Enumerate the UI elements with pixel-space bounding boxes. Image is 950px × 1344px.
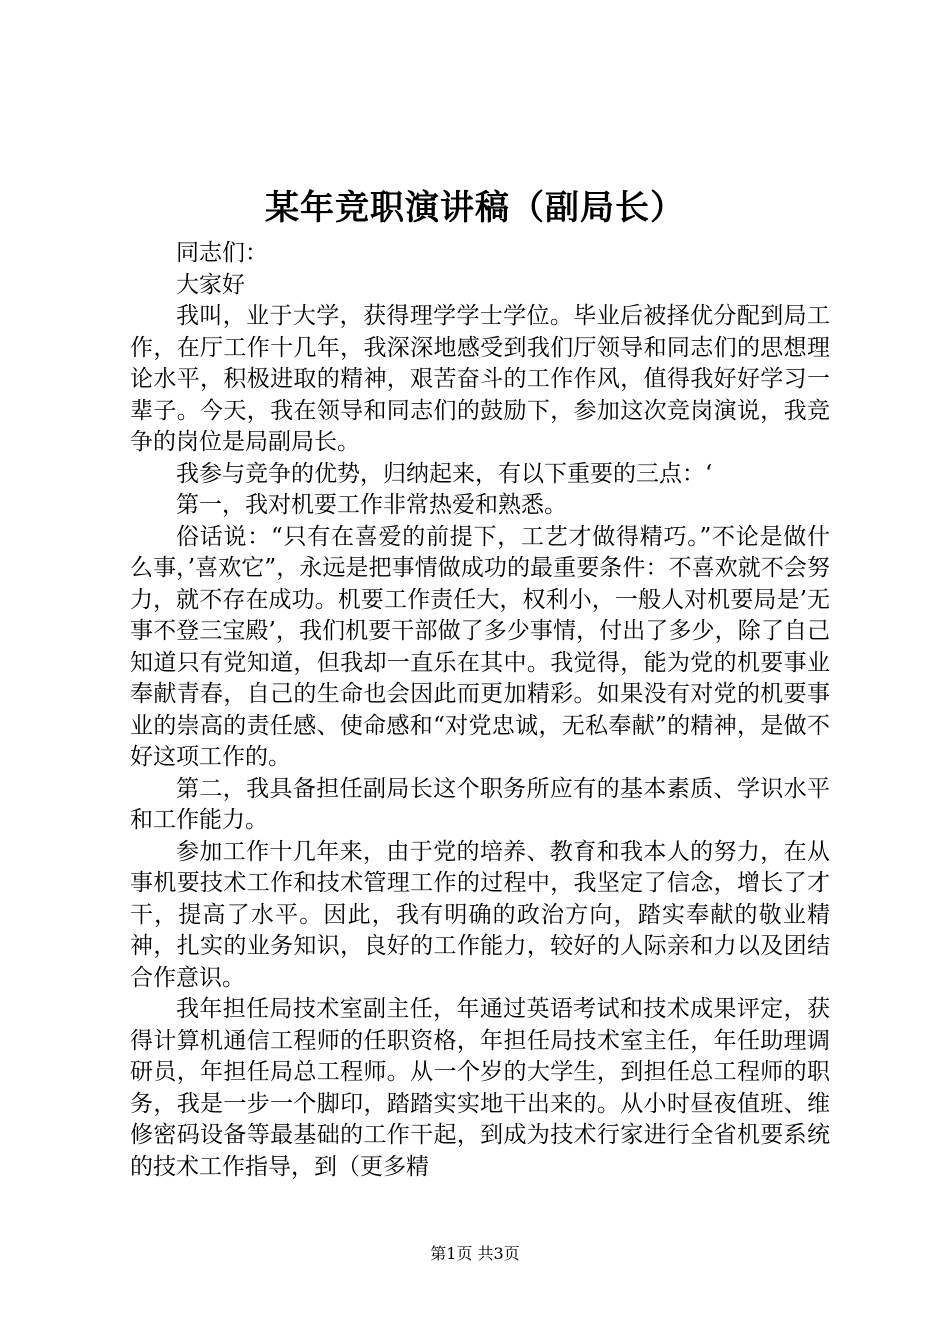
document-body — [130, 238, 830, 1183]
document-title: 某年竞职演讲稿（副局长） — [265, 188, 685, 228]
paragraph-advantages: 我参与竞争的优势，归纳起来，有以下重要的三点：‘ — [176, 460, 713, 487]
paragraph-point-one-detail: 俗话说：“只有在喜爱的前提下，工艺才做得精巧。”不论是做什么事，’喜欢它”，永远是把事情做成功的最重要条件：不喜欢就不会努力，就不存在成功。机要工作责任大，权利小，一般人对机要局是’无事不登三宝殿’，我们机要干部做了多少事情，付出了多少，除了自己知道只有党知道，但我却一直乐在其中。我觉得，能为党的机要事业奉献青春，自己的生命也会因此而更加精彩。如果没有对党的机要事业的崇高的责任感、使命感和“对党忠诚，无私奉献”的精神，是做不好这项工作的。 — [130, 523, 830, 770]
paragraph-introduction: 我叫，业于大学，获得理学学士学位。毕业后被择优分配到局工作，在厅工作十几年，我深深地感受到我们厅领导和同志们的思想理论水平，积极进取的精神，艰苦奋斗的工作作风，值得我好好学习一辈子。今天，我在领导和同志们的鼓励下，参加这次竞岗演说，我竞争的岗位是局副局长。 — [130, 303, 830, 455]
paragraph-greeting: 同志们： — [176, 240, 268, 266]
paragraph-career-history: 我年担任局技术室副主任，年通过英语考试和技术成果评定，获得计算机通信工程师的任职资格，年担任局技术室主任，年任助理调研员，年担任局总工程师。从一个岁的大学生，到担任总工程师的职务，我是一步一个脚印，踏踏实实地干出来的。从小时昼夜值班、维修密码设备等最基础的工作干起，到成为技术行家进行全省机要系统的技术工作指导，到（更多精 — [130, 996, 830, 1180]
paragraph-hello: 大家好 — [176, 271, 245, 298]
page-footer: 第1页 共3页 — [430, 1244, 520, 1263]
paragraph-point-one: 第一，我对机要工作非常热爱和熟悉。 — [176, 492, 567, 518]
paragraph-point-two: 第二，我具备担任副局长这个职务所应有的基本素质、学识水平和工作能力。 — [130, 775, 830, 833]
paragraph-point-two-detail: 参加工作十几年来，由于党的培养、教育和我本人的努力，在从事机要技术工作和技术管理工作的过程中，我坚定了信念，增长了才干，提高了水平。因此，我有明确的政治方向，踏实奉献的敬业精神，扎实的业务知识，良好的工作能力，较好的人际亲和力以及团结合作意识。 — [130, 838, 830, 991]
